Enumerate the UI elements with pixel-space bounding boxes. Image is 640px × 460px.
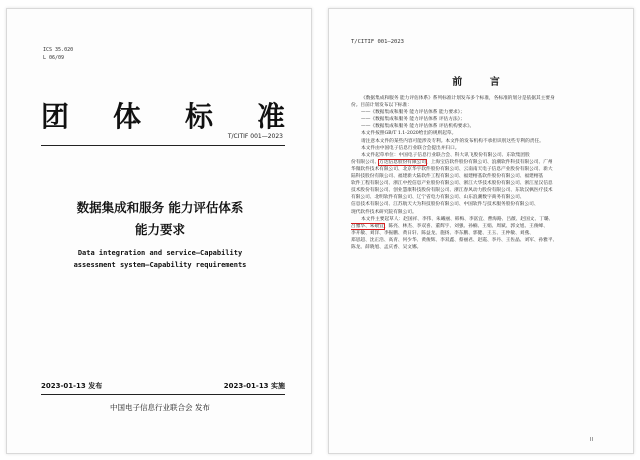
body-line: 软件工程有限公司、浙江中控信息产业股份有限公司、浙江大华技术股份有限公司、浙江星汉信息: [351, 181, 553, 187]
title-char: 体: [112, 100, 141, 133]
body-line: 本文件由中国电子信息行业联合会提出并归口。: [361, 145, 460, 151]
publisher: 中国电子信息行业联合会 发布: [110, 403, 210, 412]
english-title: [7, 247, 312, 271]
highlighted-authors: 吕雅华、朱敬宜: [351, 223, 384, 229]
page-header-code: T/CITIF 001—2023: [351, 39, 404, 45]
body-line: [351, 159, 613, 166]
english-title-line: assessment system—Capability requirements: [73, 261, 247, 269]
body-line: 本文件起草单位：中国电子信息行业联合会、科大讯飞股份有限公司、东软集团股: [361, 152, 530, 158]
title-char: 准: [256, 100, 285, 133]
publish-date: 2023-01-13 发布: [41, 382, 103, 390]
date-row: [41, 381, 285, 391]
body-line: 本文件主要起草人：赵国祥、李伟、朱曦丽、韩梅、李富宜、曹海路、吕薇、赵国文、丁璐、: [361, 216, 554, 222]
chinese-title-line: 数据集成和服务 能力评估体系: [76, 200, 244, 215]
foreword-heading: 前 言: [452, 77, 512, 88]
body-line: 本文件按照GB/T 1.1-2020给出的规则起草。: [361, 131, 457, 137]
body-line: 信息技术有限公司、江苏航天大为科技股份有限公司、中国软件与技术服务股份有限公司、: [351, 202, 539, 208]
body-line: 陈龙、薛晓旭、孟庆香、吴文娜。: [351, 244, 422, 250]
body-line: ——《数据集成和服务 能力评估体系 评估机构要求》。: [361, 124, 475, 130]
chinese-title: [7, 197, 312, 241]
title-char: 团: [41, 100, 70, 133]
chinese-title-line: 能力要求: [134, 222, 185, 237]
body-line: 陆科技股份有限公司、福建新大陆软件工程有限公司、福建榕基软件股份有限公司、福建榕基: [351, 174, 544, 180]
body-line: [351, 223, 613, 230]
ics-code: ICS 35.020: [43, 47, 74, 53]
cover-page: [6, 8, 312, 454]
body-line: 有限公司、北明软件有限公司、辽宁省电力有限公司、山东浪潮数字商务有限公司、: [351, 195, 525, 201]
divider: [41, 145, 285, 146]
body-text: 、陈亮、林杰、李双喜、董辉宇、刘强、孙楠、王娟、周斌、郭文旭、王俊峰、: [383, 223, 548, 229]
body-line: 华微软件技术有限公司、北京华宇软件股份有限公司、云南南天电子信息产业股份有限公司、新大: [351, 166, 553, 172]
body-line: 请注意本文件的某些内容可能涉及专利。本文件的发布机构不承担识别这些专利的责任。: [361, 138, 544, 144]
body-line: ——《数据集成和服务 能力评估体系 能力要求》；: [361, 110, 465, 116]
body-line: 现代软件技术研究院有限公司。: [351, 209, 417, 215]
implement-date: 2023-01-13 实施: [223, 382, 285, 390]
highlighted-company: 万达信息股份有限公司: [379, 159, 427, 165]
english-title-line: Data integration and service—Capability: [77, 249, 243, 257]
body-line: ——《数据集成和服务 能力评估体系 评估方法》；: [361, 117, 465, 123]
body-line: 郑思超、沈正浩、高青、何少华、黄俊辉、李双鑫、蔡丽君、赵霞、李丹、王佐晶、刘军、孙雅平、: [351, 237, 558, 243]
body-line: 《数据集成和服务 能力评估体系》系列标准计划发布多个标准，各标准的划分是依据其主要身: [361, 96, 555, 101]
body-text: 份有限公司、: [351, 159, 380, 165]
group-standard-title: [41, 95, 285, 135]
divider: [41, 394, 285, 395]
body-text: 、上海宝信软件股份有限公司、浪潮软件科技有限公司、广州: [426, 159, 553, 165]
body-line: 份。目前计划发布以下标准：: [351, 103, 412, 109]
body-line: 技术股份有限公司、创业慧康科技股份有限公司、浙江春风动力股份有限公司、东软汉枫医疗技术: [351, 188, 553, 194]
page-number: II: [590, 437, 593, 443]
foreword-page: [328, 8, 634, 454]
foreword-body: [351, 95, 613, 251]
body-line: 李开敏、刘洋、李振鹏、黄日轩、陈益龙、施扬、李东鹏、郭健、王玉、王仲敏、刘燕、: [351, 230, 534, 236]
title-char: 标: [184, 100, 213, 133]
ccs-code: L 06/09: [43, 55, 65, 61]
standard-number: T/CITIF 001—2023: [227, 133, 283, 140]
